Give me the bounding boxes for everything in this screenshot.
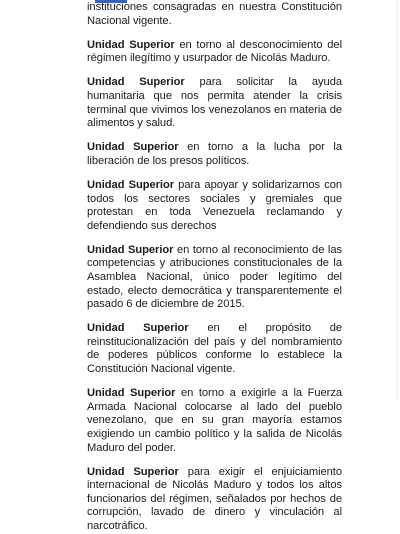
- paragraph-3-lead: Unidad Superior: [87, 141, 179, 154]
- paragraph-4: [87, 179, 342, 233]
- paragraph-8-lead: Unidad Superior: [87, 465, 179, 478]
- paragraph-6-text: en el propósito de reinstitucionalización del país y del nombramiento de poderes públicos conforme lo establece la Constitución Nacional vigente.: [87, 322, 343, 376]
- paragraph-5: [87, 244, 342, 312]
- paragraph-7: [87, 387, 342, 455]
- document-body: [87, 1, 342, 534]
- paragraph-8-text: para exigir el enjuiciamiento internacional de Nicolás Maduro y todos los altos funcionarios del régimen, señalados por hechos de corrupción, lavado de dinero y vinculación al narcotráfico.: [87, 465, 342, 532]
- paragraph-7-lead: Unidad Superior: [87, 387, 176, 400]
- paragraph-6-lead: Unidad Superior: [87, 322, 189, 335]
- paragraph-1-lead: Unidad Superior: [87, 38, 175, 51]
- paragraph-2-text: para solicitar la ayuda humanitaria que nos permita atender la crisis terminal que vivimos los venezolanos en materia de alimentos y salud.: [87, 76, 342, 130]
- paragraph-5-text: en torno al reconocimiento de las competencias y atribuciones constitucionales de la Asamblea Nacional, único poder legítimo del estado, electo democrática y transparentemente el pasado 6 de diciembre de 2015.: [87, 243, 342, 311]
- paragraph-1: [87, 39, 342, 66]
- paragraph-7-text: en torno a exigirle a la Fuerza Armada Nacional colocarse al lado del pueblo venezolano, que en su gran mayoría estamos exigiendo un cambio político y la salida de Nicolás Maduro del poder.: [87, 387, 342, 454]
- paragraph-4-lead: Unidad Superior: [87, 178, 175, 191]
- page-edge-shadow: [396, 0, 400, 400]
- paragraph-1-text: en torno al desconocimiento del régimen ilegítimo y usurpador de Nicolás Maduro.: [87, 38, 342, 65]
- intro-text: instituciones consagradas en nuestra Constitución Nacional vigente.: [87, 1, 342, 27]
- paragraph-3: [87, 141, 342, 168]
- paragraph-5-lead: Unidad Superior: [87, 243, 174, 256]
- paragraph-6: [87, 322, 342, 376]
- paragraph-3-text: en torno a la lucha por la liberación de los presos políticos.: [87, 141, 343, 167]
- paragraph-8: [87, 466, 342, 534]
- paragraph-2-lead: Unidad Superior: [87, 76, 185, 89]
- intro-paragraph: [87, 1, 342, 28]
- paragraph-4-text: para apoyar y solidarizarnos con todos los sectores sociales y gremiales que protestan en toda Venezuela reclamando y defendiendo sus derechos: [87, 178, 343, 232]
- paragraph-2: [87, 76, 342, 130]
